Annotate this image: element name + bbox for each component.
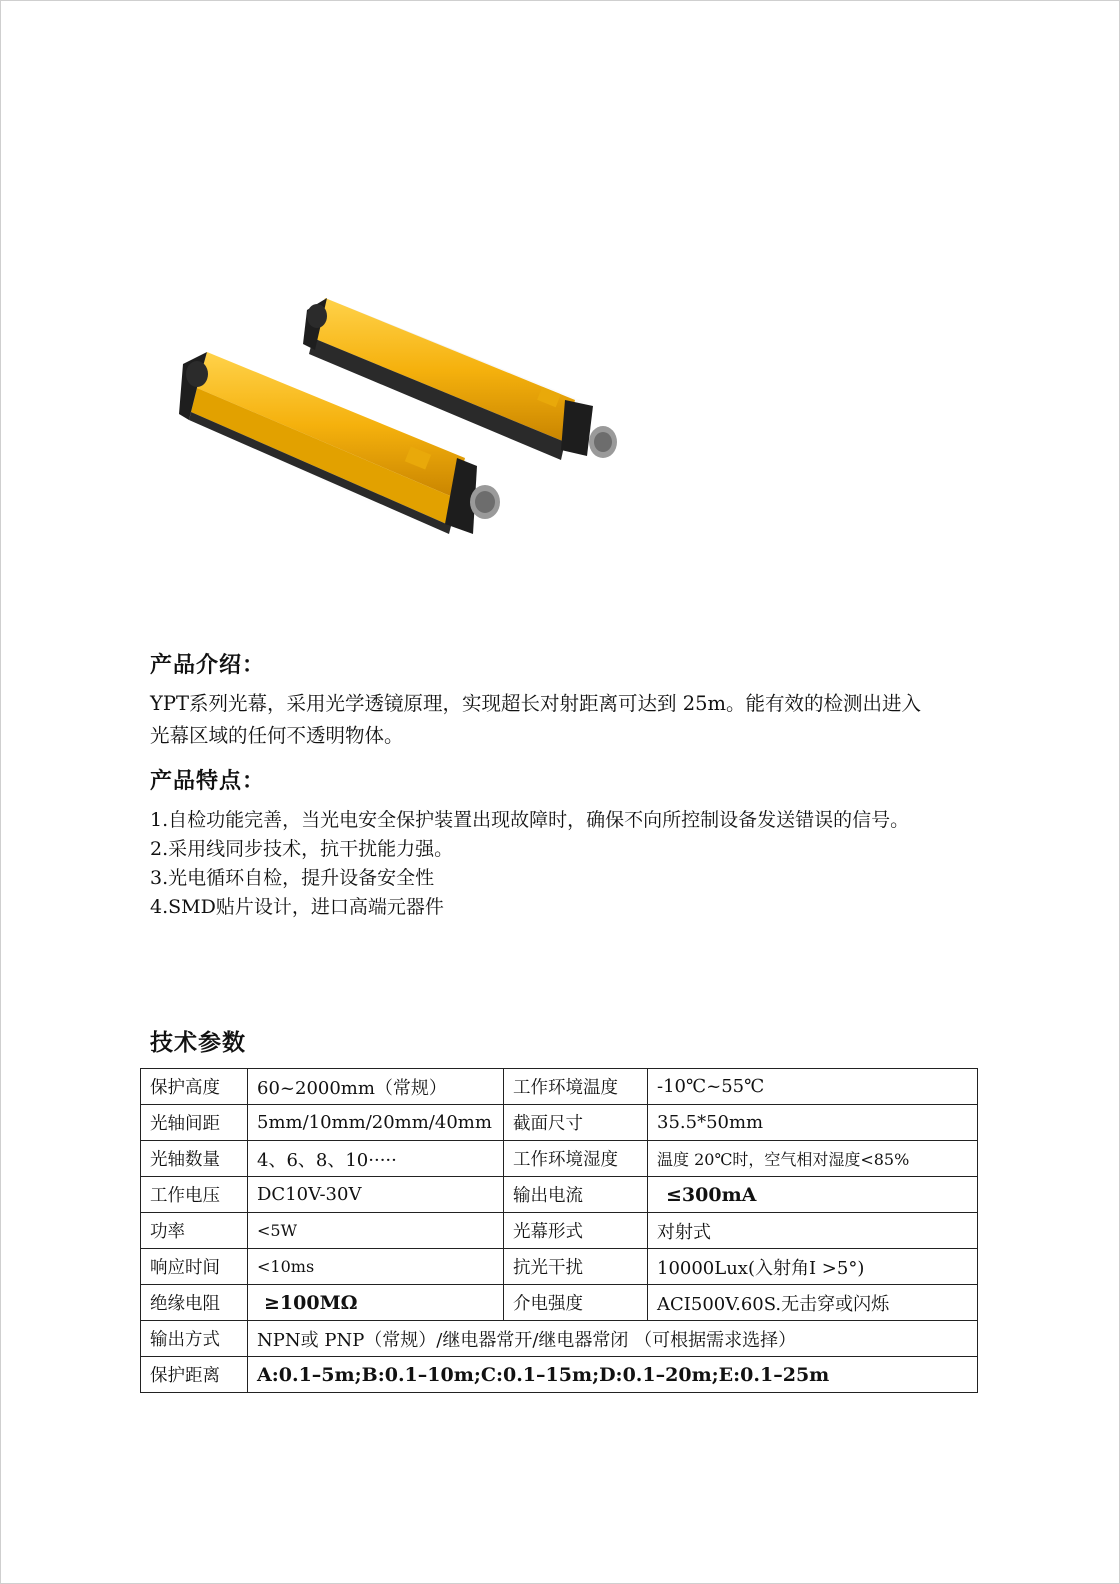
table-row [141,1249,978,1285]
intro-text: YPT系列光幕，采用光学透镜原理，实现超长对射距离可达到 25m。能有效的检测出进入光幕区域的任何不透明物体。 [150,692,922,747]
table-row [141,1285,978,1321]
spec-table [140,1068,978,1393]
spec-value: 温度 20℃时，空气相对湿度<85% [648,1141,978,1177]
spec-label: 响应时间 [141,1249,248,1285]
spec-label: 光轴间距 [141,1105,248,1141]
spec-value: 5mm/10mm/20mm/40mm [248,1105,504,1141]
table-row [141,1213,978,1249]
spec-label: 光轴数量 [141,1141,248,1177]
spec-label: 输出电流 [504,1177,648,1213]
spec-label: 光幕形式 [504,1213,648,1249]
spec-value: <10ms [248,1249,504,1285]
feature-list [150,806,950,922]
feature-item: 1.自检功能完善，当光电安全保护装置出现故障时，确保不向所控制设备发送错误的信号。 [150,809,910,831]
spec-label: 工作环境温度 [504,1069,648,1105]
spec-value: <5W [248,1213,504,1249]
table-row [141,1177,978,1213]
features-heading: 产品特点： [150,769,266,794]
product-image [175,280,635,580]
spec-label: 抗光干扰 [504,1249,648,1285]
specs-heading: 技术参数 [150,1030,246,1056]
spec-value: 对射式 [648,1213,978,1249]
spec-value: ACI500V.60S.无击穿或闪烁 [648,1285,978,1321]
spec-value: 60~2000mm（常规） [248,1069,504,1105]
spec-label: 保护高度 [141,1069,248,1105]
table-row [141,1105,978,1141]
spec-value: A:0.1–5m;B:0.1–10m;C:0.1–15m;D:0.1–20m;E:0.1–25m [248,1357,978,1393]
spec-label: 截面尺寸 [504,1105,648,1141]
spec-label: 介电强度 [504,1285,648,1321]
table-row [141,1141,978,1177]
spec-label: 绝缘电阻 [141,1285,248,1321]
feature-item: 4.SMD贴片设计，进口高端元器件 [150,896,444,918]
spec-value: DC10V-30V [248,1177,504,1213]
spec-value: 35.5*50mm [648,1105,978,1141]
spec-label: 工作环境湿度 [504,1141,648,1177]
feature-item: 3.光电循环自检，提升设备安全性 [150,867,435,889]
spec-value: ≤300mA [648,1177,978,1213]
table-row [141,1357,978,1393]
spec-value: -10℃~55℃ [648,1069,978,1105]
spec-label: 输出方式 [141,1321,248,1357]
spec-value: 4、6、8、10····· [248,1141,504,1177]
spec-label: 保护距离 [141,1357,248,1393]
intro-heading: 产品介绍： [150,653,266,678]
table-row [141,1321,978,1357]
spec-value: 10000Lux(入射角I >5°) [648,1249,978,1285]
spec-label: 工作电压 [141,1177,248,1213]
spec-label: 功率 [141,1213,248,1249]
table-row [141,1069,978,1105]
feature-item: 2.采用线同步技术，抗干扰能力强。 [150,838,454,860]
spec-value: NPN或 PNP（常规）/继电器常开/继电器常闭 （可根据需求选择） [248,1321,978,1357]
spec-value: ≥100MΩ [248,1285,504,1321]
